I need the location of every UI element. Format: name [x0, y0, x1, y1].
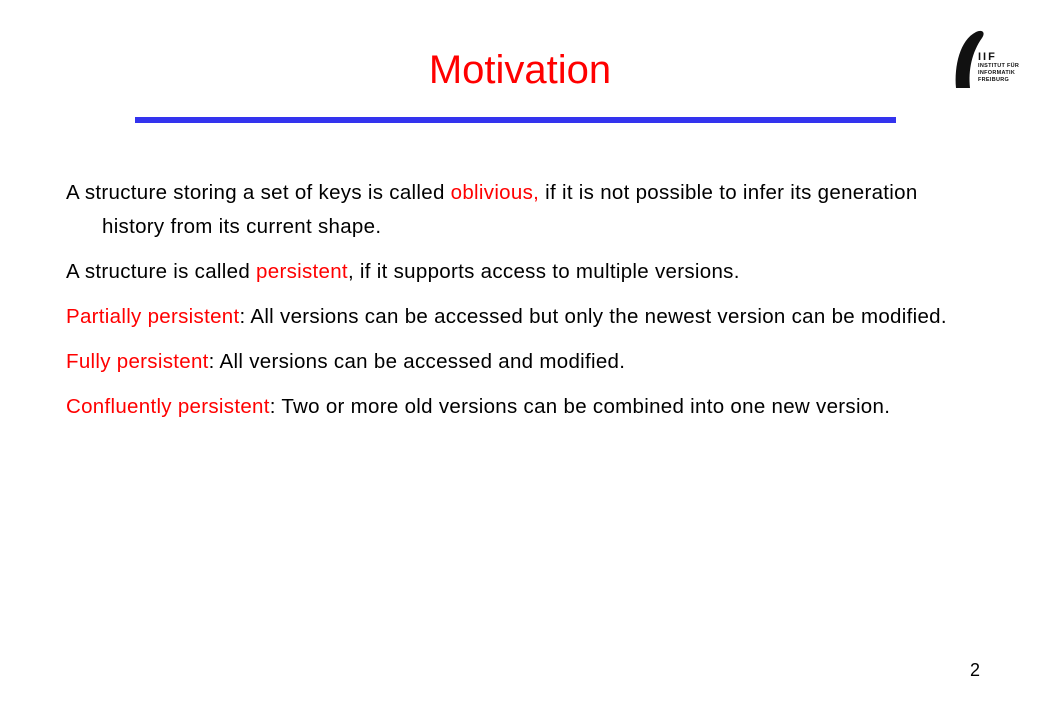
term-partially-persistent: Partially persistent [66, 305, 240, 328]
term-confluently-persistent: Confluently persistent [66, 395, 270, 418]
paragraph-text: A structure is called [66, 260, 257, 283]
paragraph-text: A structure storing a set of keys is called [66, 181, 451, 204]
slide-title: Motivation [428, 48, 612, 92]
logo-mark-text: IIF [978, 51, 997, 63]
term-oblivious: oblivious, [450, 181, 540, 204]
paragraph-fully-persistent [66, 345, 966, 379]
logo-line-3: FREIBURG [978, 77, 1010, 83]
paragraph-text: : Two or more old versions can be combined into one new version. [269, 395, 891, 418]
paragraph-text: if it is not possible to infer its generation history from its current shape. [102, 181, 918, 238]
paragraph-oblivious [66, 176, 966, 244]
slide-body [66, 176, 966, 435]
paragraph-text: : All versions can be accessed and modified. [208, 350, 626, 373]
paragraph-text: , if it supports access to multiple versions. [347, 260, 740, 283]
paragraph-text: : All versions can be accessed but only the newest version can be modified. [239, 305, 947, 328]
paragraph-confluently-persistent [66, 390, 966, 424]
logo-text [978, 52, 1019, 84]
term-persistent: persistent [256, 260, 348, 283]
term-fully-persistent: Fully persistent [66, 350, 209, 373]
title-underline [135, 117, 896, 123]
page-number: 2 [969, 660, 980, 680]
paragraph-partially-persistent [66, 300, 966, 334]
logo-line-1: INSTITUT FÜR [978, 63, 1020, 69]
paragraph-persistent [66, 255, 966, 289]
logo-line-2: INFORMATIK [978, 70, 1016, 76]
